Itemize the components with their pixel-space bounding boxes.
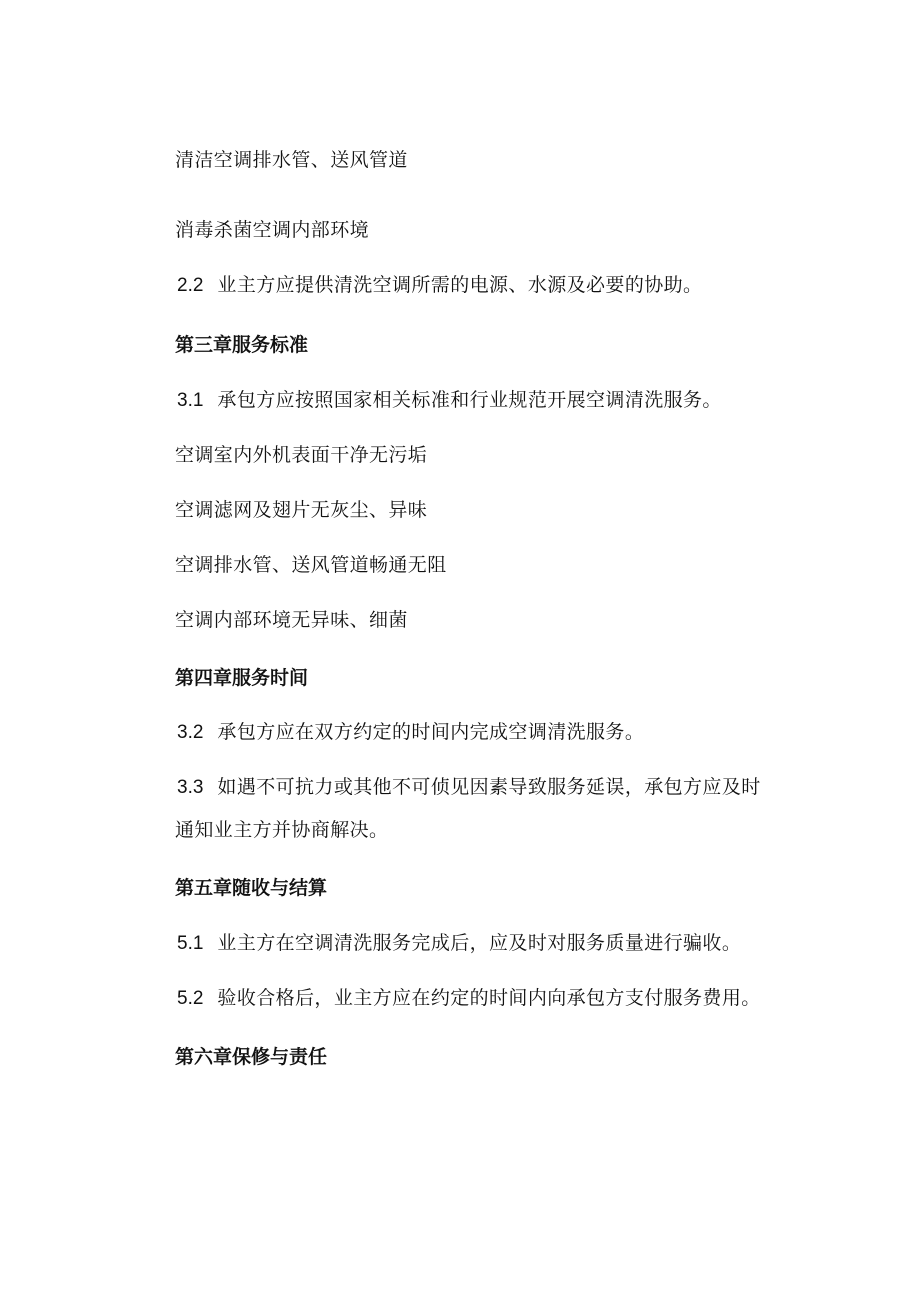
clause-number: 3.3 — [177, 777, 204, 798]
clause-number: 5.1 — [177, 933, 204, 954]
heading-text: 第六章保修与责任 — [175, 1046, 328, 1068]
heading-text: 第五章随收与结算 — [175, 877, 328, 899]
line-text: 消毒杀菌空调内部环境 — [175, 219, 370, 241]
line-text: 空调室内外机表面干净无污垢 — [175, 444, 428, 466]
clause-text: 承包方应按照国家相关标准和行业规范开展空调清洗服务。 — [217, 389, 722, 411]
clause-number: 3.1 — [177, 390, 204, 411]
line-text: 空调排水管、送风管道畅通无阻 — [175, 554, 447, 576]
chapter-heading-4 — [175, 666, 308, 690]
list-item-clean-drain-duct — [175, 148, 408, 172]
list-item-duct-clear — [175, 553, 447, 577]
list-item-disinfect-interior — [175, 218, 369, 242]
clause-text: 业主方在空调清洗服务完成后，应及时对服务质量进行骗收。 — [217, 932, 742, 954]
clause-5-2 — [177, 986, 761, 1011]
clause-text: 业主方应提供清洗空调所需的电源、水源及必要的协助。 — [217, 274, 703, 296]
clause-text: 承包方应在双方约定的时间内完成空调清洗服务。 — [217, 721, 645, 743]
clause-text: 验收合格后，业主方应在约定的时间内向承包方支付服务费用。 — [217, 987, 761, 1009]
line-text: 清洁空调排水管、送风管道 — [175, 149, 408, 171]
clause-number: 2.2 — [177, 275, 204, 296]
clause-5-1 — [177, 931, 741, 956]
heading-text: 第三章服务标准 — [175, 334, 309, 356]
list-item-filter-clean — [175, 498, 427, 522]
line-text: 空调内部环境无异味、细菌 — [175, 609, 408, 631]
clause-number: 5.2 — [177, 988, 204, 1009]
chapter-heading-3 — [175, 333, 308, 357]
list-item-surface-clean — [175, 443, 427, 467]
clause-3-3-continued — [175, 818, 388, 842]
chapter-heading-6 — [175, 1045, 327, 1069]
line-text: 空调滤网及翅片无灰尘、异味 — [175, 499, 428, 521]
clause-3-3 — [177, 775, 761, 800]
clause-number: 3.2 — [177, 722, 204, 743]
clause-text: 如遇不可抗力或其他不可侦见因素导致服务延误，承包方应及时 — [217, 776, 761, 798]
clause-2-2 — [177, 273, 702, 298]
heading-text: 第四章服务时间 — [175, 667, 309, 689]
clause-3-1 — [177, 388, 722, 413]
clause-text: 通知业主方并协商解决。 — [175, 819, 389, 841]
list-item-no-bacteria — [175, 608, 408, 632]
clause-3-2 — [177, 720, 644, 745]
chapter-heading-5 — [175, 876, 327, 900]
